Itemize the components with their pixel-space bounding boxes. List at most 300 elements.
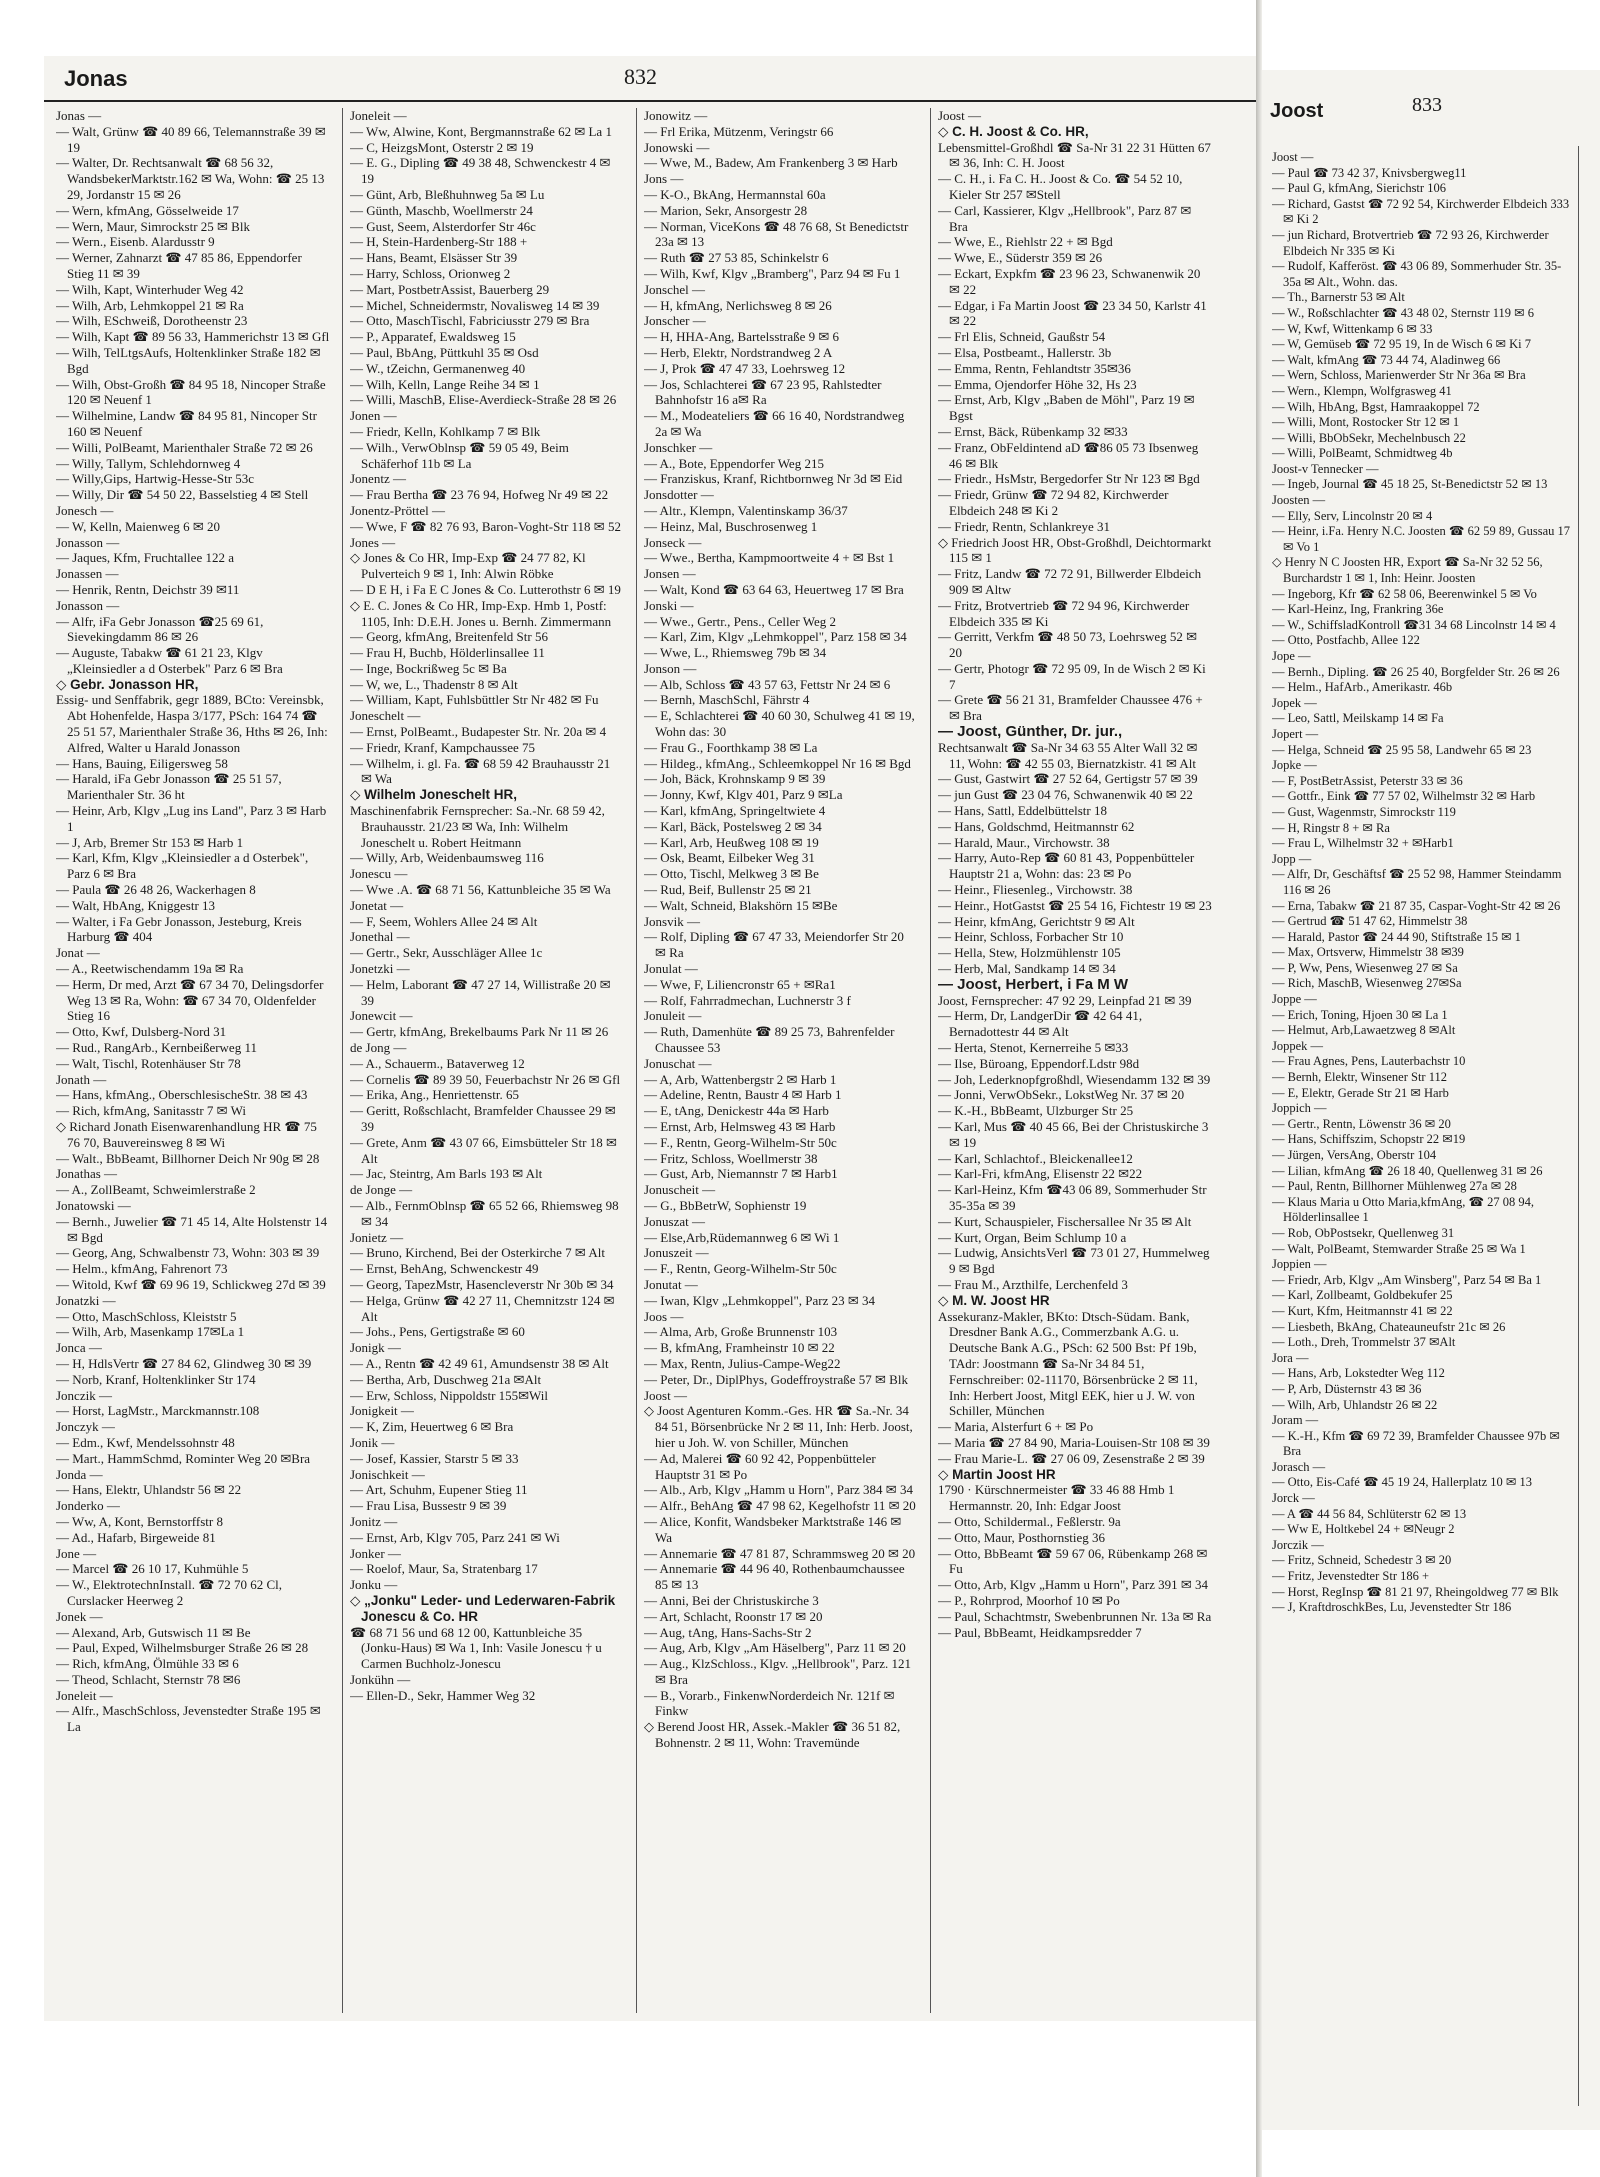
directory-entry: — Walt, Grünw ☎ 40 89 66, Telemannstraße 39 ✉ 19 (56, 123, 326, 155)
surname-heading: Joppich — (1272, 1101, 1327, 1116)
directory-entry: — Frau Bertha ☎ 23 76 94, Hofweg Nr 49 ✉ 22 (350, 487, 609, 503)
directory-entry: — Wwe, E., Riehlstr 22 + ✉ Bgd (938, 234, 1113, 250)
directory-entry: — Heinr, Schloss, Forbacher Str 10 (938, 929, 1124, 945)
directory-entry: ☎ 68 71 56 und 68 12 00, Kattunbleiche 35 (Jonku-Haus) ✉ Wa 1, Inh: Vasile Jonescu † u Carmen Buchholz-Jonescu (350, 1624, 602, 1672)
surname-heading: Jons — (644, 171, 684, 187)
directory-entry: — Ingeborg, Kfr ☎ 62 58 06, Beerenwinkel 5 ✉ Vo (1272, 586, 1537, 601)
surname-heading: Jopp — (1272, 851, 1312, 866)
directory-entry: — Alfr., BehAng ☎ 47 98 62, Kegelhofstr 11 ✉ 20 (644, 1498, 916, 1514)
directory-entry: — Karl-Heinz, Ing, Frankring 36e (1272, 602, 1444, 617)
directory-entry: — Friedr, Kranf, Kampchaussee 75 (350, 739, 536, 755)
surname-heading: Jonen — (350, 408, 397, 424)
page-header-name: Jonas (64, 66, 128, 91)
directory-entry: — Wwe, E., Süderstr 359 ✉ 26 (938, 250, 1103, 266)
directory-entry: ◇ Henry N C Joosten HR, Export ☎ Sa-Nr 32 52 56, Burchardstr 1 ✉ 1, Inh: Heinr. Joosten (1272, 555, 1543, 586)
directory-entry: — Wern, kfmAng, Gösselweide 17 (56, 202, 239, 218)
directory-entry: — Heinr., HotGastst ☎ 25 54 16, Fichtestr 19 ✉ 23 (938, 897, 1212, 913)
directory-entry: — Walt, kfmAng ☎ 73 44 74, Aladinweg 66 (1272, 352, 1501, 367)
directory-entry: — W., tZeichn, Germanenweg 40 (350, 360, 526, 376)
directory-entry: — Annemarie ☎ 47 81 87, Schrammsweg 20 ✉ 20 (644, 1545, 916, 1561)
directory-entry: — W, Gemüseb ☎ 72 95 19, In de Wisch 6 ✉ Ki 7 (1272, 337, 1531, 352)
firm-entry: ◇ M. W. Joost HR (938, 1292, 1050, 1308)
surname-heading: Jorczik — (1272, 1537, 1324, 1552)
directory-entry: — Frau Agnes, Pens, Lauterbachstr 10 (1272, 1054, 1466, 1069)
directory-entry: — A., ZollBeamt, Schweimlerstraße 2 (56, 1182, 256, 1198)
directory-entry: — Ad, Malerei ☎ 60 92 42, Poppenbütteler Hauptstr 31 ✉ Po (644, 1450, 876, 1482)
surname-heading: Jonderko — (56, 1498, 120, 1514)
directory-entry: — Art, Schuhm, Eupener Stieg 11 (350, 1482, 528, 1498)
surname-heading: Joost-v Tennecker — (1272, 461, 1379, 476)
surname-heading: Jonseck — (644, 534, 702, 550)
directory-entry: — Otto, Tischl, Melkweg 3 ✉ Be (644, 866, 819, 882)
directory-entry: — Otto, Arb, Klgv „Hamm u Horn", Parz 391 ✉ 34 (938, 1577, 1209, 1593)
directory-entry: — Joh, Lederknopfgroßhdl, Wiesendamm 132 ✉ 39 (938, 1071, 1211, 1087)
directory-entry: — Hans, Elektr, Uhlandstr 56 ✉ 22 (56, 1482, 242, 1498)
directory-entry: — Otto, Eis-Café ☎ 45 19 24, Hallerplatz 10 ✉ 13 (1272, 1475, 1533, 1490)
surname-heading: Jones — (350, 534, 396, 550)
surname-heading: Jonuszat — (644, 1213, 706, 1229)
directory-entry: — Franziskus, Kranf, Richtbornweg Nr 3d ✉ Eid (644, 471, 903, 487)
directory-entry: — Gust, Seem, Alsterdorfer Str 46c (350, 218, 536, 234)
directory-entry: — Wilh, Kapt ☎ 89 56 33, Hammerichstr 13 ✉ Gfl (56, 329, 330, 345)
directory-entry: — Herm, Dr, LandgerDir ☎ 42 64 41, Bernadottestr 44 ✉ Alt (938, 1008, 1143, 1040)
directory-entry: — Ludwig, AnsichtsVerl ☎ 73 01 27, Hummelweg 9 ✉ Bgd (938, 1245, 1210, 1277)
directory-entry: — Else,Arb,Rüdemannweg 6 ✉ Wi 1 (644, 1229, 840, 1245)
directory-entry: — W, Kelln, Maienweg 6 ✉ 20 (56, 518, 220, 534)
directory-entry: Lebensmittel-Großhdl ☎ Sa-Nr 31 22 31 Hütten 67 ✉ 36, Inh: C. H. Joost (938, 139, 1211, 171)
directory-entry: — Rich, MaschB, Wiesenweg 27✉Sa (1272, 976, 1462, 991)
directory-entry: — Bruno, Kirchend, Bei der Osterkirche 7 ✉ Alt (350, 1245, 605, 1261)
directory-entry: — Anni, Bei der Christuskirche 3 (644, 1592, 819, 1608)
directory-entry: — Wilhelm, i. gl. Fa. ☎ 68 59 42 Brauhausstr 21 ✉ Wa (350, 755, 611, 787)
directory-entry: — Frau G., Foorthkamp 38 ✉ La (644, 739, 818, 755)
directory-entry: — Fritz, Schloss, Woellmerstr 38 (644, 1150, 818, 1166)
directory-entry: — Inge, Bockrißweg 5c ✉ Ba (350, 660, 507, 676)
directory-entry: — Willy,Gips, Hartwig-Hesse-Str 53c (56, 471, 255, 487)
directory-entry: — Frau L, Wilhelmstr 32 + ✉Harb1 (1272, 836, 1454, 851)
directory-entry: — Wilhelmine, Landw ☎ 84 95 81, Nincoper Str 160 ✉ Neuenf (56, 408, 317, 439)
directory-entry: — Horst, RegInsp ☎ 81 21 97, Rheingoldweg 77 ✉ Blk (1272, 1584, 1559, 1599)
directory-entry: — Ww, Alwine, Kont, Bergmannstraße 62 ✉ La 1 (350, 123, 612, 139)
surname-heading: Jope — (1272, 649, 1311, 663)
directory-entry: — Ernst, Arb, Helmsweg 43 ✉ Harb (644, 1119, 836, 1134)
directory-entry: — Otto, BbBeamt ☎ 59 67 06, Rübenkamp 268 ✉ Fu (938, 1545, 1208, 1577)
directory-entry: — Alfr., MaschSchloss, Jevenstedter Straße 195 ✉ La (56, 1703, 321, 1735)
directory-entry: — Franz, ObFeldintend aD ☎86 05 73 Ibsenweg 46 ✉ Blk (938, 439, 1199, 471)
surname-heading: Jora — (1272, 1350, 1309, 1365)
surname-heading: Joost — (1272, 150, 1314, 164)
directory-entry: — Jonny, Kwf, Klgv 401, Parz 9 ✉La (644, 787, 843, 803)
surname-heading: Joppek — (1272, 1038, 1324, 1053)
directory-entry: — Harry, Schloss, Orionweg 2 (350, 265, 511, 281)
directory-entry: — Ww E, Holtkebel 24 + ✉Neugr 2 (1272, 1522, 1455, 1537)
directory-entry: — E, Schlachterei ☎ 40 60 30, Schulweg 41 ✉ 19, Wohn das: 30 (644, 708, 915, 740)
directory-entry: — Herm, Dr med, Arzt ☎ 67 34 70, Delingsdorfer Weg 13 ✉ Ra, Wohn: ☎ 67 34 70, Oldenfelder Stieg 16 (56, 976, 324, 1024)
directory-entry: — K, Zim, Heuertweg 6 ✉ Bra (350, 1419, 514, 1435)
directory-entry: — Th., Barnerstr 53 ✉ Alt (1272, 290, 1405, 305)
directory-entry: — Wwe, M., Badew, Am Frankenberg 3 ✉ Harb (644, 155, 898, 171)
directory-entry: — Rob, ObPostsekr, Quellenweg 31 (1272, 1225, 1455, 1240)
firm-entry: ◇ Gebr. Jonasson HR, (56, 676, 199, 692)
directory-entry: — Carl, Kassierer, Klgv „Hellbrook", Parz 87 ✉ Bra (938, 202, 1192, 234)
directory-entry: — Heinr., Fliesenleg., Virchowstr. 38 (938, 882, 1133, 898)
directory-entry: — Herta, Stenot, Kernerreihe 5 ✉33 (938, 1040, 1129, 1056)
directory-entry: — Willy, Dir ☎ 54 50 22, Basselstieg 4 ✉ Stell (56, 487, 309, 503)
surname-heading: Jonson — (644, 660, 697, 676)
directory-entry: — Ernst, BehAng, Schwenckestr 49 (350, 1261, 539, 1277)
surname-heading: Jonassen — (56, 566, 119, 582)
directory-entry: — Aug, Arb, Klgv „Am Häselberg", Parz 11 ✉ 20 (644, 1640, 906, 1656)
directory-entry: — Gerritt, Verkfm ☎ 48 50 73, Loehrsweg 52 ✉ 20 (938, 629, 1197, 661)
directory-entry: — Erich, Toning, Hjoen 30 ✉ La 1 (1272, 1007, 1448, 1022)
directory-entry: — Alfr, Dr, Geschäftsf ☎ 25 52 98, Hammer Steindamm 116 ✉ 26 (1272, 867, 1562, 897)
directory-entry: — Walt, PolBeamt, Stemwarder Straße 25 ✉ Wa 1 (1272, 1241, 1526, 1256)
directory-entry: — Fritz, Schneid, Schedestr 3 ✉ 20 (1272, 1553, 1452, 1568)
directory-entry: — Mart, PostbetrAssist, Bauerberg 29 (350, 281, 550, 297)
firm-entry: ◇ Wilhelm Joneschelt HR, (350, 787, 518, 803)
directory-entry: — Ilse, Büroang, Eppendorf.Ldstr 98d (938, 1055, 1140, 1071)
directory-entry: — K-O., BkAng, Hermannstal 60a (644, 186, 826, 202)
directory-entry: — Gust, Wagenmstr, Simrockstr 119 (1272, 804, 1456, 819)
surname-heading: Jonathas — (56, 1166, 118, 1182)
directory-entry: — Richard, Gastst ☎ 72 92 54, Kirchwerder Elbdeich 333 ✉ Ki 2 (1272, 196, 1570, 227)
directory-entry: — Altr., Klempn, Valentinskamp 36/37 (644, 502, 848, 518)
directory-entry: — jun Gust ☎ 23 04 76, Schwanenwik 40 ✉ 22 (938, 787, 1193, 803)
directory-entry: — Rud., RangArb., Kernbeißerweg 11 (56, 1040, 257, 1056)
directory-entry: — P., Apparatef, Ewaldsweg 15 (350, 329, 516, 345)
directory-entry: — Wern., Klempn, Wolfgrasweg 41 (1272, 383, 1452, 398)
directory-entry: — Wwe., Bertha, Kampmoortweite 4 + ✉ Bst 1 (644, 550, 895, 566)
directory-entry: — Max, Ortsverw, Himmelstr 38 ✉39 (1272, 945, 1464, 960)
directory-entry: Assekuranz-Makler, BKto: Dtsch-Südam. Bank, Dresdner Bank A.G., Commerzbank A.G. u. Deutsche Bank A.G., PSch: 62 500 Bst: Pf 19b, TAdr: Joostmann ☎ Sa-Nr 34 84 51, Fernschreiber: 02-11170, Börsenbrücke 2 ✉ 11, Inh: Herbert Joost, Mitgl EEK, hier u J. W. von Schiller, München (938, 1308, 1198, 1419)
directory-entry: — G., BbBetrW, Sophienstr 19 (644, 1197, 807, 1213)
directory-entry: — Emma, Rentn, Fehlandtstr 35✉36 (938, 360, 1131, 376)
directory-entry: — E, Elektr, Gerade Str 21 ✉ Harb (1272, 1085, 1449, 1100)
directory-entry: — Ingeb, Journal ☎ 45 18 25, St-Benedictstr 52 ✉ 13 (1272, 477, 1548, 492)
directory-entry: — Gertr., Rentn, Löwenstr 36 ✉ 20 (1272, 1116, 1451, 1131)
surname-heading: Joosten — (1272, 493, 1326, 508)
directory-entry: — Georg, TapezMstr, Hasencleverstr Nr 30b ✉ 34 (350, 1276, 614, 1292)
directory-entry: — Otto, MaschTischl, Fabriciusstr 279 ✉ Bra (350, 313, 590, 329)
directory-entry: — Erika, Ang., Henriettenstr. 65 (350, 1087, 519, 1103)
directory-entry: — Grete ☎ 56 21 31, Bramfelder Chaussee 476 + ✉ Bra (938, 692, 1203, 724)
directory-entry: — Johs., Pens, Gertigstraße ✉ 60 (350, 1324, 525, 1340)
surname-heading: Jonca — (56, 1340, 102, 1356)
directory-entry: — Annemarie ☎ 44 96 40, Rothenbaumchaussee 85 ✉ 13 (644, 1561, 905, 1593)
directory-entry: — Grete, Anm ☎ 43 07 66, Eimsbütteler Str 18 ✉ Alt (350, 1134, 617, 1166)
surname-heading: Jonek — (56, 1608, 103, 1624)
directory-entry: — Rolf, Fahrradmechan, Luchnerstr 3 f (644, 992, 851, 1008)
surname-heading: Jonschel — (644, 281, 706, 297)
directory-entry: — Ad., Hafarb, Birgeweide 81 (56, 1529, 216, 1545)
directory-entry: — Rud, Beif, Bullenstr 25 ✉ 21 (644, 882, 812, 898)
directory-entry: — Hella, Stew, Holzmühlenstr 105 (938, 945, 1121, 961)
directory-entry: — F, Seem, Wohlers Allee 24 ✉ Alt (350, 913, 538, 929)
directory-entry: — Karl, Zim, Klgv „Lehmkoppel", Parz 158 ✉ 34 (644, 629, 907, 645)
directory-entry: — Hans, Schiffszim, Schopstr 22 ✉19 (1272, 1132, 1466, 1147)
directory-entry: — Herb, Mal, Sandkamp 14 ✉ 34 (938, 961, 1116, 977)
directory-entry: — Paula ☎ 26 48 26, Wackerhagen 8 (56, 882, 256, 898)
directory-entry: — Maria, Alsterfurt 6 + ✉ Po (938, 1419, 1094, 1435)
directory-entry: — Wern, Maur, Simrockstr 25 ✉ Blk (56, 218, 250, 234)
directory-entry: — Ernst, Arb, Klgv „Baben de Möhl", Parz 19 ✉ Bgst (938, 392, 1195, 424)
directory-entry: — D E H, i Fa E C Jones & Co. Lutterothstr 6 ✉ 19 (350, 581, 621, 597)
directory-entry: — Helga, Schneid ☎ 25 95 58, Landwehr 65 ✉ 23 (1272, 742, 1532, 757)
directory-entry: Joost, Fernsprecher: 47 92 29, Leinpfad 21 ✉ 39 (938, 992, 1192, 1008)
directory-entry: — Heinr, i.Fa. Henry N.C. Joosten ☎ 62 59 89, Gussau 17 ✉ Vo 1 (1272, 524, 1571, 554)
surname-heading: Joram — (1272, 1413, 1319, 1428)
surname-heading: Joppien — (1272, 1257, 1327, 1272)
directory-entry: ◇ Friedrich Joost HR, Obst-Großhdl, Deichtormarkt 115 ✉ 1 (938, 534, 1212, 566)
directory-entry: — Helm., HafArb., Amerikastr. 46b (1272, 680, 1453, 695)
bold-entry: — Joost, Herbert, i Fa M W (938, 975, 1129, 993)
surname-heading: Jonku — (350, 1577, 398, 1593)
directory-entry: — A., Bote, Eppendorfer Weg 215 (644, 455, 824, 471)
surname-heading: Jonowitz — (644, 108, 708, 123)
directory-entry: — Cornelis ☎ 89 39 50, Feuerbachstr Nr 26 ✉ Gfl (350, 1071, 621, 1087)
directory-entry: — J, Arb, Bremer Str 153 ✉ Harb 1 (56, 834, 244, 850)
directory-entry: — Karl, kfmAng, Springeltwiete 4 (644, 803, 826, 819)
directory-entry: — Ww, A, Kont, Bernstorffstr 8 (56, 1513, 223, 1529)
directory-entry: — Wwe., Gertr., Pens., Celler Weg 2 (644, 613, 836, 629)
directory-entry: — Wern, Schloss, Marienwerder Str Nr 36a ✉ Bra (1272, 368, 1526, 383)
directory-entry: — A., Reetwischendamm 19a ✉ Ra (56, 961, 244, 977)
directory-entry: — Heinr, Arb, Klgv „Lug ins Land", Parz 3 ✉ Harb 1 (56, 803, 327, 834)
directory-entry: — Paul G, kfmAng, Sierichstr 106 (1272, 181, 1446, 196)
directory-entry: — W, Kwf, Wittenkamp 6 ✉ 33 (1272, 321, 1433, 336)
surname-heading: Jonetat — (350, 897, 404, 913)
directory-entry: — Friedr, Arb, Klgv „Am Winsberg", Parz 54 ✉ Ba 1 (1272, 1272, 1542, 1287)
directory-entry: — Geritt, Roßschlacht, Bramfelder Chaussee 29 ✉ 39 (350, 1103, 616, 1134)
directory-entry: — Wilh, TelLtgsAufs, Holtenklinker Straße 182 ✉ Bgd (56, 344, 321, 376)
surname-heading: Jonsvik — (644, 913, 700, 929)
directory-entry: — Paul, Schachtmstr, Swebenbrunnen Nr. 13a ✉ Ra (938, 1608, 1212, 1624)
directory-entry: — Heinr, kfmAng, Gerichtstr 9 ✉ Alt (938, 913, 1135, 929)
directory-entry: ◇ Berend Joost HR, Assek.-Makler ☎ 36 51 82, Bohnenstr. 2 ✉ 11, Wohn: Travemünde (644, 1719, 901, 1751)
directory-entry: — Ruth ☎ 27 53 85, Schinkelstr 6 (644, 250, 829, 266)
surname-heading: Jonigk — (350, 1340, 401, 1356)
directory-entry: — Hans, Sattl, Eddelbüttelstr 18 (938, 803, 1107, 819)
directory-entry: — Erna, Tabakw ☎ 21 87 35, Caspar-Voght-Str 42 ✉ 26 (1272, 898, 1561, 913)
directory-entry: — Alb, Schloss ☎ 43 57 63, Fettstr Nr 24 ✉ 6 (644, 676, 891, 692)
facing-page-edge (1262, 70, 1600, 2130)
directory-entry: — Wilh, Arb, Uhlandstr 26 ✉ 22 (1272, 1397, 1438, 1412)
surname-heading: Jonischkeit — (350, 1466, 425, 1482)
surname-heading: Jonczyk — (56, 1419, 115, 1435)
directory-entry: — Kurt, Organ, Beim Schlump 10 a (938, 1229, 1127, 1245)
directory-entry: — Wilh, HbAng, Bgst, Hamraakoppel 72 (1272, 399, 1480, 414)
directory-entry: — Karl, Arb, Heußweg 108 ✉ 19 (644, 834, 819, 850)
directory-entry: — Joh, Bäck, Krohnskamp 9 ✉ 39 (644, 771, 826, 787)
surname-heading: Jonatowski — (56, 1197, 131, 1213)
surname-heading: Jopert — (1272, 726, 1319, 741)
directory-entry: — Hans, Arb, Lokstedter Weg 112 (1272, 1366, 1445, 1381)
directory-entry: — Willi, MaschB, Elise-Averdieck-Straße 28 ✉ 26 (350, 392, 617, 408)
directory-entry: — Helm, Laborant ☎ 47 27 14, Willistraße 20 ✉ 39 (350, 976, 611, 1008)
directory-entry: — Walt, Kond ☎ 63 64 63, Heuertweg 17 ✉ Bra (644, 581, 904, 597)
directory-entry: — B., Vorarb., FinkenwNorderdeich Nr. 121f ✉ Finkw (644, 1687, 895, 1719)
surname-heading: Jonkühn — (350, 1671, 411, 1687)
directory-entry: — Norman, ViceKons ☎ 48 76 68, St Benedictstr 23a ✉ 13 (644, 218, 909, 250)
directory-entry: — Karl, Kfm, Klgv „Kleinsiedler a d Osterbek", Parz 6 ✉ Bra (56, 850, 309, 882)
directory-entry: — Alfr, iFa Gebr Jonasson ☎25 69 61, Sievekingdamm 86 ✉ 26 (56, 613, 264, 645)
directory-entry: — Gertr, Photogr ☎ 72 95 09, In de Wisch 2 ✉ Ki 7 (938, 660, 1206, 692)
directory-entry: — P., Rohrprod, Moorhof 10 ✉ Po (938, 1592, 1120, 1608)
directory-entry: — Aug., KlzSchloss., Klgv. „Hellbrook", Parz. 121 ✉ Bra (644, 1656, 911, 1687)
directory-entry: 1790 · Kürschnermeister ☎ 33 46 88 Hmb 1 Hermannstr. 20, Inh: Edgar Joost (938, 1482, 1175, 1514)
directory-entry: — Paul, Rentn, Billhorner Mühlenweg 27a ✉ 28 (1272, 1179, 1517, 1194)
directory-entry: — Erw, Schloss, Nippoldstr 155✉Wil (350, 1387, 549, 1403)
directory-entry: — Walt, Tischl, Rotenhäuser Str 78 (56, 1055, 241, 1071)
directory-entry: — Auguste, Tabakw ☎ 61 21 23, Klgv „Kleinsiedler a d Osterbek" Parz 6 ✉ Bra (56, 645, 283, 676)
directory-entry: — K.-H., BbBeamt, Ulzburger Str 25 (938, 1103, 1134, 1119)
directory-entry: — J, Prok ☎ 47 47 33, Loehrsweg 12 (644, 360, 846, 376)
directory-entry: — Aug, tAng, Hans-Sachs-Str 2 (644, 1624, 812, 1640)
directory-entry: — K.-H., Kfm ☎ 69 72 39, Bramfelder Chaussee 97b ✉ Bra (1272, 1428, 1560, 1459)
directory-entry: — B, kfmAng, Framheinstr 10 ✉ 22 (644, 1340, 835, 1356)
directory-entry: — Michel, Schneidermstr, Novalisweg 14 ✉ 39 (350, 297, 600, 313)
directory-entry: — Rudolf, Kafferöst. ☎ 43 06 89, Sommerhuder Str. 35-35a ✉ Alt., Wohn. das. (1272, 259, 1562, 289)
directory-entry: — E, tAng, Denickestr 44a ✉ Harb (644, 1103, 829, 1119)
directory-entry: — F., Rentn, Georg-Wilhelm-Str 50c (644, 1134, 837, 1150)
directory-entry: — Günth, Maschb, Woellmerstr 24 (350, 202, 533, 218)
directory-entry: — Hans, Goldschmd, Heitmannstr 62 (938, 818, 1135, 834)
directory-entry: — Gust, Arb, Niemannstr 7 ✉ Harb1 (644, 1166, 838, 1182)
directory-entry: — Kurt, Kfm, Heitmannstr 41 ✉ 22 (1272, 1303, 1453, 1318)
directory-entry: — H, Ringstr 8 + ✉ Ra (1272, 820, 1390, 835)
directory-entry: — Gertr, kfmAng, Brekelbaums Park Nr 11 ✉ 26 (350, 1024, 609, 1040)
surname-heading: Jopek — (1272, 695, 1317, 710)
directory-entry: — Leo, Sattl, Meilskamp 14 ✉ Fa (1272, 711, 1444, 726)
directory-entry: — Friedr, Grünw ☎ 72 94 82, Kirchwerder Elbdeich 248 ✉ Ki 2 (938, 487, 1169, 518)
surname-heading: Jonescu — (350, 866, 408, 882)
directory-page (44, 56, 1256, 2021)
directory-entry: — Otto, Schildermal., Feßlerstr. 9a (938, 1513, 1121, 1529)
directory-entry: — Wilh., VerwOblnsp ☎ 59 05 49, Beim Schäferhof 11b ✉ La (350, 439, 569, 471)
surname-heading: Jonath — (56, 1071, 107, 1087)
directory-entry: — Friedr., HsMstr, Bergedorfer Str Nr 123 ✉ Bgd (938, 471, 1200, 487)
directory-entry: — C. H., i. Fa C. H.. Joost & Co. ☎ 54 52 10, Kieler Str 257 ✉Stell (938, 171, 1183, 202)
directory-entry: — Willi, BbObSekr, Mechelnbusch 22 (1272, 430, 1466, 445)
directory-entry: — Henrik, Rentn, Deichstr 39 ✉11 (56, 581, 240, 597)
surname-heading: Jonigkeit — (350, 1403, 414, 1419)
directory-entry: — A., Rentn ☎ 42 49 61, Amundsenstr 38 ✉ Alt (350, 1355, 609, 1371)
directory-entry: — Wwe, F, Liliencronstr 65 + ✉Ra1 (644, 976, 836, 992)
surname-heading: Joost — (644, 1387, 687, 1403)
surname-heading: Jonker — (350, 1545, 401, 1561)
directory-entry: — Fritz, Brotvertrieb ☎ 72 94 96, Kirchwerder Elbdeich 335 ✉ Ki (938, 597, 1190, 629)
directory-entry: — Gertrud ☎ 51 47 62, Himmelstr 38 (1272, 914, 1468, 929)
directory-entry: — Alma, Arb, Große Brunnenstr 103 (644, 1324, 838, 1340)
directory-entry: — Wwe, L., Rhiemsweg 79b ✉ 34 (644, 645, 827, 661)
directory-entry: — Alice, Konfit, Wandsbeker Marktstraße 146 ✉ Wa (644, 1513, 902, 1545)
directory-entry: — Karl, Bäck, Postelsweg 2 ✉ 34 (644, 818, 822, 834)
directory-entry: — Osk, Beamt, Eilbeker Weg 31 (644, 850, 815, 866)
directory-entry: — Gust, Gastwirt ☎ 27 52 64, Gertigstr 57 ✉ 39 (938, 771, 1198, 787)
directory-entry: — W., SchiffsladKontroll ☎31 34 68 Lincolnstr 14 ✉ 4 (1272, 617, 1556, 632)
directory-entry: — Witold, Kwf ☎ 69 96 19, Schlickweg 27d ✉ 39 (56, 1276, 326, 1292)
directory-entry: — W., ElektrotechnInstall. ☎ 72 70 62 Cl, Curslacker Heerweg 2 (56, 1577, 282, 1608)
surname-heading: Jonczik — (56, 1387, 112, 1403)
surname-heading: Joos — (644, 1308, 684, 1324)
directory-entry: — William, Kapt, Fuhlsbüttler Str Nr 482 ✉ Fu (350, 692, 599, 708)
surname-heading: Jonat — (56, 945, 100, 961)
directory-entry: — Hans, Bauing, Eiligersweg 58 (56, 755, 228, 771)
directory-entry: — Helga, Grünw ☎ 42 27 11, Chemnitzstr 124 ✉ Alt (350, 1292, 615, 1324)
surname-heading: Jonik — (350, 1434, 395, 1450)
directory-entry: — Norb, Kranf, Holtenklinker Str 174 (56, 1371, 256, 1387)
directory-entry: — Georg, Ang, Schwalbenstr 73, Wohn: 303 ✉ 39 (56, 1245, 320, 1261)
directory-entry: — Mart., HammSchmd, Rominter Weg 20 ✉Bra (56, 1450, 311, 1466)
directory-entry: — Jaques, Kfm, Fruchtallee 122 a (56, 550, 234, 566)
directory-entry: — Harry, Auto-Rep ☎ 60 81 43, Poppenbütteler Hauptstr 21 a, Wohn: das: 23 ✉ Po (938, 850, 1195, 882)
directory-entry: — Walter, i Fa Gebr Jonasson, Jesteburg, Kreis Harburg ☎ 404 (56, 913, 302, 945)
surname-heading: Jonsdotter — (644, 487, 714, 503)
directory-entry: — Klaus Maria u Otto Maria,kfmAng, ☎ 27 08 94, Hölderlinsallee 1 (1272, 1194, 1535, 1225)
surname-heading: Jonulat — (644, 961, 698, 977)
directory-entry: ◇ Jones & Co HR, Imp-Exp ☎ 24 77 82, Kl Pulverteich 9 ✉ 1, Inh: Alwin Röbke (350, 550, 586, 582)
directory-entry: — Bernh, MaschSchl, Fährstr 4 (644, 692, 810, 708)
directory-entry: — Emma, Ojendorfer Höhe 32, Hs 23 (938, 376, 1137, 392)
firm-entry: ◇ Martin Joost HR (938, 1466, 1056, 1482)
surname-heading: Jonetzki — (350, 961, 410, 977)
directory-entry: — Gertr., Sekr, Ausschläger Allee 1c (350, 945, 543, 961)
directory-entry: — Bertha, Arb, Duschweg 21a ✉Alt (350, 1371, 542, 1387)
directory-entry: — Otto, MaschSchloss, Kleiststr 5 (56, 1308, 237, 1324)
page-header (44, 56, 1256, 102)
directory-entry: — Jonni, VerwObSekr., LokstWeg Nr. 37 ✉ 20 (938, 1087, 1185, 1103)
directory-entry: — Rich, kfmAng, Sanitasstr 7 ✉ Wi (56, 1103, 246, 1119)
directory-entry: — Kurt, Schauspieler, Fischersallee Nr 35 ✉ Alt (938, 1213, 1192, 1229)
directory-entry: Essig- und Senffabrik, gegr 1889, BCto: Vereinsbk, Abt Hohenfelde, Haspa 3/177, PSch: 164 74 ☎ 25 51 57, Marienthaler Straße 36, Hths ✉ 26, Inh: Alfred, Walter u Harald Jonasson (56, 692, 328, 755)
surname-heading: Jopke — (1272, 758, 1317, 773)
directory-entry: — P, Ww, Pens, Wiesenweg 27 ✉ Sa (1272, 960, 1458, 975)
directory-entry: — Frau H, Buchb, Hölderlinsallee 11 (350, 645, 545, 661)
directory-entry: — Ernst, PolBeamt., Budapester Str. Nr. 20a ✉ 4 (350, 724, 607, 740)
directory-entry: — Otto, Postfachb, Allee 122 (1272, 633, 1420, 648)
surname-heading: Jonasson — (56, 597, 120, 613)
directory-entry: — Jos, Schlachterei ☎ 67 23 95, Rahlstedter Bahnhofstr 16 a✉ Ra (644, 376, 882, 408)
directory-entry: Rechtsanwalt ☎ Sa-Nr 34 63 55 Alter Wall 32 ✉ 11, Wohn: ☎ 42 55 03, Biernatzkistr. 41 ✉ Alt (938, 739, 1198, 771)
directory-entry: — M., Modeateliers ☎ 66 16 40, Nordstrandweg 2a ✉ Wa (644, 408, 905, 439)
directory-entry: — J, KraftdroschkBes, Lu, Jevenstedter Str 186 (1272, 1600, 1512, 1615)
surname-heading: Jonietz — (350, 1229, 404, 1245)
directory-entry: — Elsa, Postbeamt., Hallerstr. 3b (938, 344, 1112, 360)
directory-entry: — Theod, Schlacht, Sternstr 78 ✉6 (56, 1671, 241, 1687)
directory-entry: — Fritz, Jevenstedter Str 186 + (1272, 1569, 1430, 1584)
bold-entry: — Joost, Günther, Dr. jur., (938, 723, 1123, 741)
directory-entry: — Alb., FernmOblnsp ☎ 65 52 66, Rhiemsweg 98 ✉ 34 (350, 1197, 619, 1229)
directory-entry: — Fritz, Landw ☎ 72 72 91, Billwerder Elbdeich 909 ✉ Altw (938, 566, 1202, 597)
directory-entry: — Paul, BbAng, Püttkuhl 35 ✉ Osd (350, 344, 539, 360)
directory-entry: — Elly, Serv, Lincolnstr 20 ✉ 4 (1272, 508, 1433, 523)
column-2 (350, 108, 624, 2013)
directory-entry: ◇ E. C. Jones & Co HR, Imp-Exp. Hmb 1, Postf: 1105, Inh: D.E.H. Jones u. Bernh. Zimmermann (350, 597, 612, 629)
directory-entry: — Josef, Kassier, Starstr 5 ✉ 33 (350, 1450, 519, 1466)
directory-entry: — Ruth, Damenhüte ☎ 89 25 73, Bahrenfelder Chaussee 53 (644, 1024, 895, 1056)
directory-entry: — Bernh, Elektr, Winsener Str 112 (1272, 1070, 1448, 1085)
directory-entry: — Rich, kfmAng, Ölmühle 33 ✉ 6 (56, 1656, 239, 1672)
directory-entry: — Karl-Heinz, Kfm ☎43 06 89, Sommerhuder Str 35-35a ✉ 39 (938, 1182, 1207, 1213)
directory-entry: — C, HeizgsMont, Osterstr 2 ✉ 19 (350, 139, 534, 155)
page-number: 832 (624, 64, 657, 89)
surname-heading: Jonschker — (644, 439, 713, 455)
directory-entry: — Georg, kfmAng, Breitenfeld Str 56 (350, 629, 548, 645)
surname-heading: Jonuleit — (644, 1008, 702, 1024)
directory-entry: — H, kfmAng, Nerlichsweg 8 ✉ 26 (644, 297, 832, 313)
directory-entry: — Ellen-D., Sekr, Hammer Weg 32 (350, 1687, 536, 1703)
directory-entry: — Iwan, Klgv „Lehmkoppel", Parz 23 ✉ 34 (644, 1292, 876, 1308)
